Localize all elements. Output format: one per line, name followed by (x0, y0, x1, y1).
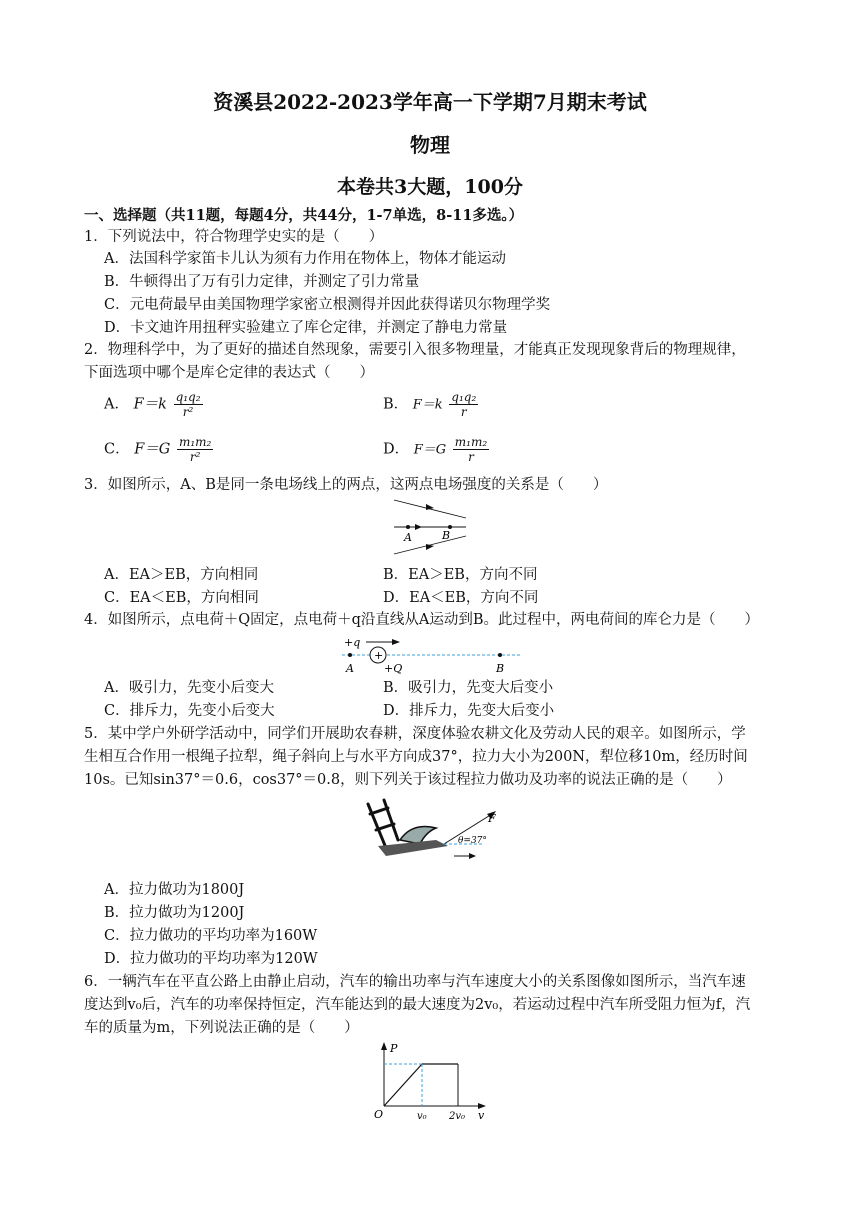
q1-stem: 1．下列说法中，符合物理学史实的是（ ） (84, 229, 384, 245)
q2-option-c-lhs: F＝G (134, 441, 171, 458)
q3-stem: 3．如图所示，A、B是同一条电场线上的两点，这两点电场强度的关系是（ ） (84, 477, 608, 493)
label-o: O (374, 1108, 384, 1121)
section-heading (84, 207, 523, 225)
plough-bar-1 (370, 808, 388, 814)
q2-option-c-fraction (177, 435, 213, 464)
q2-option-b-fraction (449, 390, 478, 419)
q2-option-d-denominator: r (468, 450, 474, 464)
q4-option-c: C．排斥力，先变小后变大 (104, 703, 275, 719)
q2-option-a (104, 390, 203, 419)
label-v0: v₀ (417, 1111, 427, 1122)
velocity-arrow-head (392, 639, 400, 645)
q2-option-b (383, 390, 478, 419)
q3-field-lines-figure (390, 494, 470, 560)
point-b (498, 653, 502, 657)
label-v: v (478, 1109, 485, 1122)
charge-Q-sign: + (374, 649, 384, 662)
q2-stem-line2: 下面选项中哪个是库仑定律的表达式（ ） (84, 365, 374, 381)
q6-power-velocity-graph (372, 1040, 492, 1122)
q2-option-a-numerator: q₁q₂ (175, 390, 201, 404)
q3-option-d: D．EA＜EB，方向不同 (383, 590, 539, 606)
q1-option-d: D．卡文迪许用扭秤实验建立了库仑定律，并测定了静电力常量 (104, 320, 508, 336)
q4-stem: 4．如图所示，点电荷＋Q固定，点电荷＋q沿直线从A运动到B。此过程中，两电荷间的库仑力是（ ） (84, 612, 760, 628)
subject-title: 物理 (410, 133, 450, 157)
section-heading-label: 一、选择题 (84, 207, 157, 224)
q6-stem-line3: 车的质量为m，下列说法正确的是（ ） (84, 1020, 359, 1036)
charge-q (348, 653, 352, 657)
q5-option-a: A．拉力做功为1800J (104, 882, 245, 898)
label-angle: θ=37° (458, 836, 487, 846)
q2-option-c-denominator: r² (189, 450, 201, 464)
q2-option-d-numerator: m₁m₂ (454, 435, 488, 449)
q4-option-d: D．排斥力，先变大后变小 (383, 703, 555, 719)
q3-option-b: B．EA＞EB，方向不同 (383, 567, 538, 583)
exam-title: 资溪县2022-2023学年高一下学期7月期末考试 (213, 90, 647, 114)
q5-option-d: D．拉力做功的平均功率为120W (104, 951, 318, 967)
label-p: P (390, 1042, 398, 1055)
q2-option-d-fraction (453, 435, 489, 464)
q2-option-b-lhs: F＝k (412, 397, 443, 413)
q2-option-a-lhs: F＝k (133, 396, 167, 413)
q2-option-c (104, 435, 213, 464)
q2-option-b-label: B． (383, 396, 409, 413)
q2-option-a-fraction (174, 390, 203, 419)
q2-stem-line1: 2．物理科学中，为了更好的描述自然现象，需要引入很多物理量，才能真正发现现象背后的物理规律， (84, 342, 746, 358)
q5-stem-line2: 生相互合作用一根绳子拉犁，绳子斜向上与水平方向成37°，拉力大小为200N，犁位移10m，经历时间 (84, 749, 748, 765)
plough-handle-right (384, 800, 398, 840)
q2-option-b-denominator: r (460, 405, 467, 419)
arrow-middle (415, 524, 422, 530)
q4-option-a: A．吸引力，先变小后变大 (104, 680, 274, 696)
q6-stem-line2: 度达到v₀后，汽车的功率保持恒定，汽车能达到的最大速度为2v₀，若运动过程中汽车所受阻力恒为f，汽 (84, 997, 751, 1013)
label-force: F (488, 812, 496, 825)
q3-option-c: C．EA＜EB，方向相同 (104, 590, 259, 606)
q5-option-c: C．拉力做功的平均功率为160W (104, 928, 318, 944)
label-a: A (346, 662, 354, 675)
q2-option-b-numerator: q₁q₂ (451, 390, 477, 404)
label-q: +q (344, 636, 361, 649)
power-rise-line (384, 1064, 422, 1106)
q6-stem-line1: 6．一辆汽车在平直公路上由静止启动，汽车的输出功率与汽车速度大小的关系图像如图所示，当汽车速 (84, 974, 746, 990)
axis-p-arrow (381, 1042, 387, 1050)
q1-option-c: C．元电荷最早由美国物理学家密立根测得并因此获得诺贝尔物理学奖 (104, 297, 551, 313)
q1-option-b: B．牛顿得出了万有引力定律，并测定了引力常量 (104, 274, 420, 290)
q2-option-c-label: C． (104, 441, 130, 458)
q1-option-a: A．法国科学家笛卡儿认为须有力作用在物体上，物体才能运动 (104, 251, 506, 267)
q5-stem-line1: 5．某中学户外研学活动中，同学们开展助农春耕，深度体验农耕文化及劳动人民的艰辛。如图所示，学 (84, 726, 746, 742)
label-Q: +Q (384, 662, 403, 675)
q2-option-d-lhs: F＝G (413, 442, 447, 458)
label-b: B (496, 662, 505, 675)
label-2v0: 2v₀ (449, 1111, 466, 1122)
q2-option-c-numerator: m₁m₂ (178, 435, 212, 449)
section-heading-note: （共11题，每题4分，共44分，1-7单选，8-11多选。） (156, 207, 524, 224)
q2-option-a-label: A． (104, 396, 129, 413)
q2-option-d-label: D． (383, 441, 410, 458)
q2-option-d (383, 435, 489, 464)
label-b: B (442, 529, 451, 542)
plough-base (378, 840, 448, 856)
q2-option-a-denominator: r² (182, 405, 194, 419)
point-a (406, 525, 410, 529)
q5-stem-line3: 10s。已知sin37°＝0.6，cos37°＝0.8，则下列关于该过程拉力做功及功率的说法正确的是（ ） (84, 772, 732, 788)
q4-option-b: B．吸引力，先变大后变小 (383, 680, 554, 696)
q5-plough-figure (356, 796, 506, 868)
motion-arrow-head (469, 853, 476, 859)
q3-option-a: A．EA＞EB，方向相同 (104, 567, 259, 583)
q5-option-b: B．拉力做功为1200J (104, 905, 245, 921)
q4-charges-figure (338, 632, 528, 676)
exam-info: 本卷共3大题，100分 (337, 176, 523, 198)
label-a: A (404, 531, 412, 544)
